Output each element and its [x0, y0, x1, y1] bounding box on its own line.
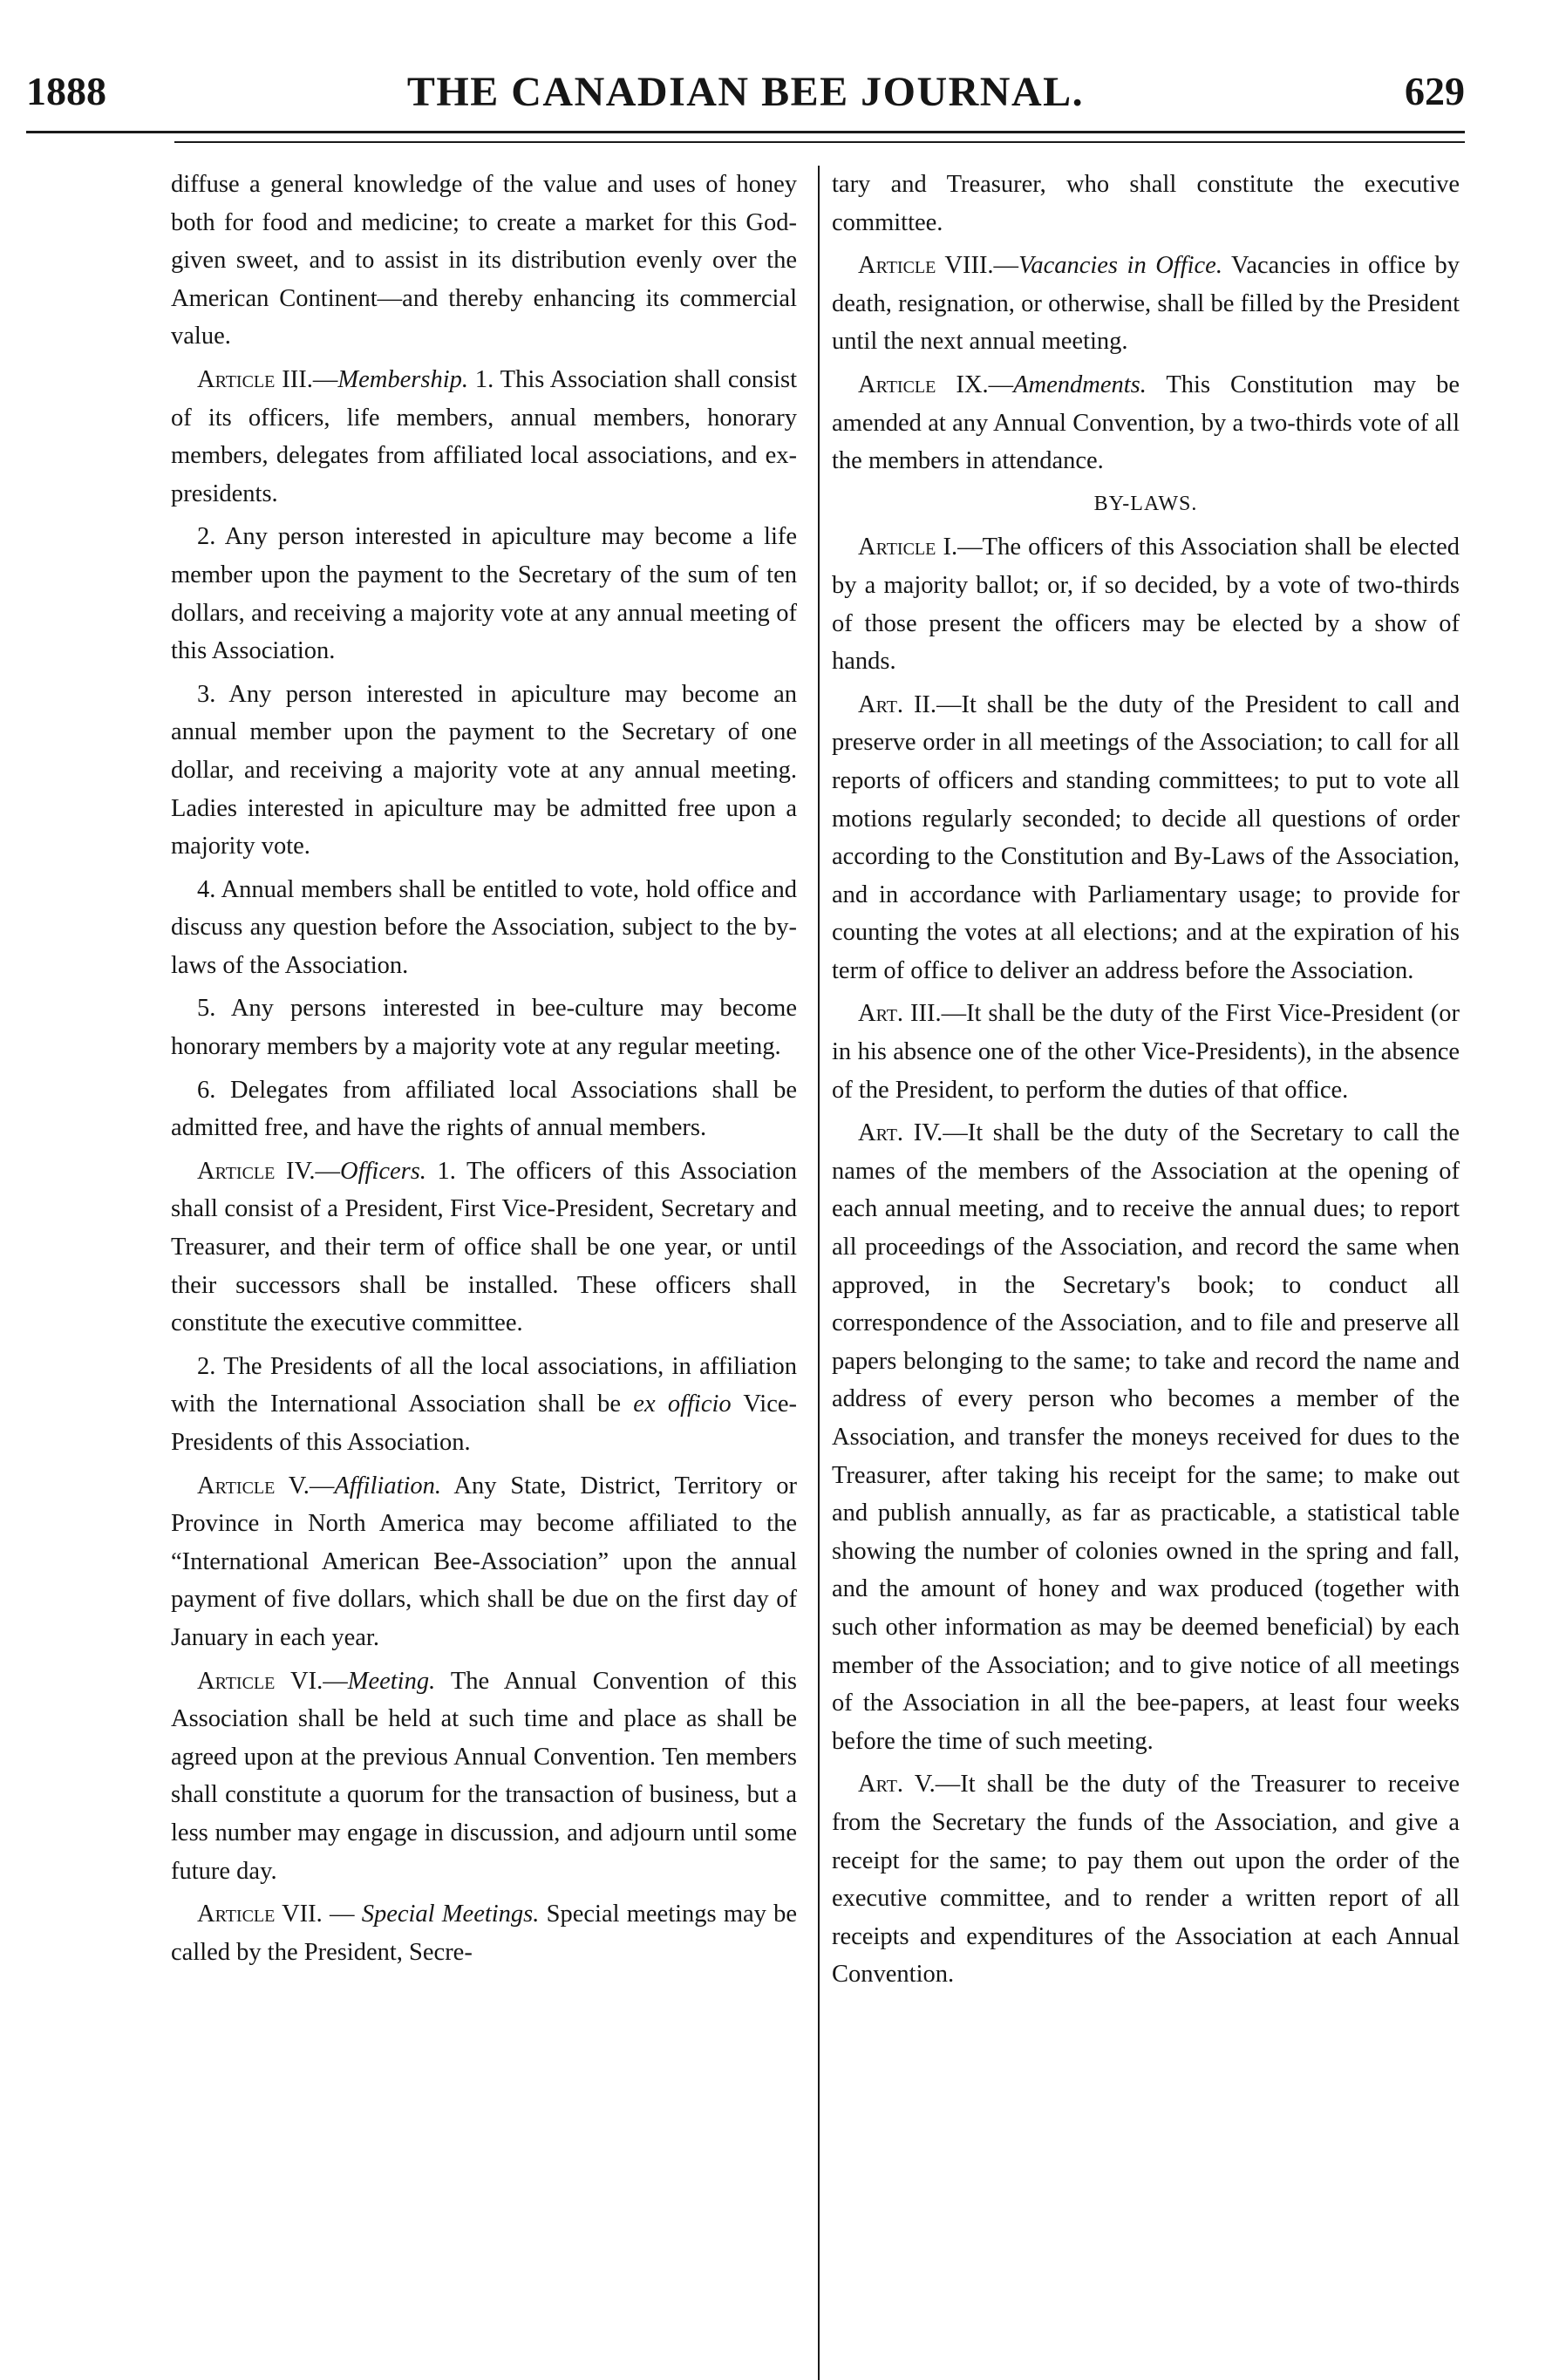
- article-label: Article: [858, 252, 936, 280]
- article-title: Membership.: [337, 365, 468, 393]
- running-header: [26, 65, 1465, 129]
- bylaw-text: IV.—It shall be the duty of the Secretary to call the names of the members of the Association at the opening of each annual meeting, and to receive the annual dues; to report all proceedings of the Association, and record the same when approved, in the Secretary's book; to conduct all correspondence of the Association, and to file and preserve all papers belonging to the same; to take and record the name and address of every person who becomes a member of the Association, and transfer the moneys received for dues to the Treasurer, after taking his receipt for the same; to make out and publish annually, as far as practicable, a statistical table showing the number of colonies owned in the spring and fall, and the amount of honey and wax produced (together with such other information as may be deemed beneficial) by each member of the Association; and to give notice of all meetings of the Association in all the bee-papers, at least four weeks before the time of such meeting.: [832, 1119, 1460, 1755]
- bylaw-label: Art.: [858, 1000, 904, 1028]
- article-number: VII. —: [282, 1901, 362, 1928]
- bylaw-3: [832, 995, 1460, 1109]
- article-3-clause-4: 4. Annual members shall be entitled to vote, hold office and discuss any question before the Association, subject to the by-laws of the Association.: [171, 875, 797, 979]
- bylaws-heading: BY-LAWS.: [1093, 492, 1198, 515]
- bylaw-label: Article: [858, 534, 936, 561]
- article-number: III.—: [282, 365, 338, 393]
- article-title: Affiliation.: [334, 1472, 442, 1499]
- article-5-affiliation: [171, 1467, 797, 1657]
- bylaw-label: Art.: [858, 1771, 904, 1799]
- article-8-vacancies: [832, 247, 1460, 361]
- article-number: IV.—: [285, 1157, 340, 1185]
- article-label: Article: [197, 1157, 276, 1185]
- article-label: Article: [197, 1667, 276, 1695]
- article-title: Special Meetings.: [361, 1901, 540, 1928]
- article-text: 1. This Association shall consist of its officers, life members, annual members, honorary members, delegates from affiliated local associations, and ex-presidents.: [171, 365, 798, 507]
- article-3-membership: [171, 361, 797, 513]
- article-label: Article: [858, 371, 936, 398]
- article-4-officers: [171, 1153, 797, 1343]
- column-divider: [818, 166, 820, 2380]
- clause-text: Vice-Presidents of this Association.: [171, 1391, 797, 1456]
- article-text: This Constitution may be amended at any Annual Convention, by a two-thirds vote of all the members in attendance.: [832, 371, 1460, 475]
- bylaw-label: Art.: [858, 1119, 904, 1147]
- article-text: The Annual Convention of this Association shall be held at such time and place as shall be agreed upon at the previous Annual Convention. Ten members shall constitute a quorum for the transaction of business, but a less number may engage in discussion, and adjourn until some future day.: [171, 1667, 797, 1885]
- journal-title: THE CANADIAN BEE JOURNAL.: [406, 69, 1085, 115]
- article-title: Meeting.: [347, 1667, 436, 1695]
- article-number: V.—: [288, 1472, 335, 1499]
- article-number: IX.—: [956, 371, 1014, 398]
- bylaw-2: [832, 686, 1460, 990]
- bylaw-4: [832, 1114, 1460, 1760]
- article-title: Officers.: [339, 1157, 426, 1185]
- header-year: 1888: [26, 69, 106, 113]
- article-6-meeting: [171, 1663, 797, 1891]
- article-4-clause-2: [171, 1348, 797, 1462]
- header-rule: [26, 131, 1465, 133]
- paragraph-continuation: tary and Treasurer, who shall constitute the executive committee.: [832, 171, 1460, 236]
- page-number: 629: [1405, 69, 1465, 113]
- article-label: Article: [197, 365, 276, 393]
- header-rule-secondary: [174, 141, 1465, 143]
- article-text: 1. The officers of this Association shall consist of a President, First Vice-President, Secretary and Treasurer, and their term of office shall be one year, or until their successors shall be installed. These officers shall constitute the executive committee.: [171, 1157, 797, 1337]
- bylaw-label: Art.: [858, 690, 904, 718]
- bylaw-text: V.—It shall be the duty of the Treasurer to receive from the Secretary the funds of the Association, and give a receipt for the same; to pay them out upon the order of the executive committee, and to render a written report of all receipts and expenditures of the Association at each Annual Convention.: [832, 1771, 1460, 1989]
- bylaw-text: III.—It shall be the duty of the First Vice-President (or in his absence one of the other Vice-Presidents), in the absence of the President, to perform the duties of that office.: [832, 1000, 1460, 1104]
- article-7-special-meetings: [171, 1895, 797, 1971]
- article-3-clause-5: 5. Any persons interested in bee-culture may become honorary members by a majority vote at any regular meeting.: [171, 995, 797, 1061]
- article-label: Article: [197, 1901, 276, 1928]
- left-column: [171, 166, 797, 1976]
- article-text: Special meetings may be called by the President, Secre-: [171, 1901, 798, 1966]
- article-label: Article: [197, 1472, 276, 1499]
- clause-text: 2. The Presidents of all the local associations, in affiliation with the International Association shall be: [171, 1352, 797, 1418]
- bylaw-text: I.—The officers of this Association shall be elected by a majority ballot; or, if so decided, by a vote of two-thirds of those present the officers may be elected by a show of hands.: [832, 534, 1460, 676]
- article-title: Amendments.: [1013, 371, 1147, 398]
- article-title: Vacancies in Office.: [1018, 252, 1222, 280]
- article-number: VIII.—: [944, 252, 1019, 280]
- right-column: [832, 166, 1460, 1999]
- bylaw-1: [832, 528, 1460, 680]
- clause-italic: ex officio: [633, 1391, 732, 1418]
- paragraph-continuation: diffuse a general knowledge of the value and uses of honey both for food and medicine; to create a market for this God-given sweet, and to assist in its distribution evenly over the American Continent—and thereby enhancing its commercial value.: [171, 171, 797, 350]
- article-9-amendments: [832, 366, 1460, 480]
- article-number: VI.—: [290, 1667, 348, 1695]
- article-3-clause-3: 3. Any person interested in apiculture may become an annual member upon the payment to the Secretary of one dollar, and receiving a majority vote at any annual meeting. Ladies interested in apiculture may be admitted free upon a majority vote.: [171, 680, 797, 860]
- bylaw-5: [832, 1765, 1460, 1994]
- article-3-clause-2: 2. Any person interested in apiculture may become a life member upon the payment to the Secretary of the sum of ten dollars, and receiving a majority vote at any annual meeting of this Association.: [171, 523, 797, 665]
- bylaw-text: II.—It shall be the duty of the President to call and preserve order in all meetings of the Association; to call for all reports of officers and standing committees; to put to vote all motions regularly seconded; to decide all questions of order according to the Constitution and By-Laws of the Association, and in accordance with Parliamentary usage; to provide for counting the votes at all elections; and at the expiration of his term of office to deliver an address before the Association.: [832, 690, 1460, 984]
- article-text: Any State, District, Territory or Province in North America may become affiliated to the “International American Bee-Association” upon the annual payment of five dollars, which shall be due on the first day of January in each year.: [171, 1472, 797, 1651]
- article-3-clause-6: 6. Delegates from affiliated local Associations shall be admitted free, and have the rights of annual members.: [171, 1076, 797, 1142]
- article-text: Vacancies in office by death, resignation, or otherwise, shall be filled by the President until the next annual meeting.: [832, 252, 1460, 356]
